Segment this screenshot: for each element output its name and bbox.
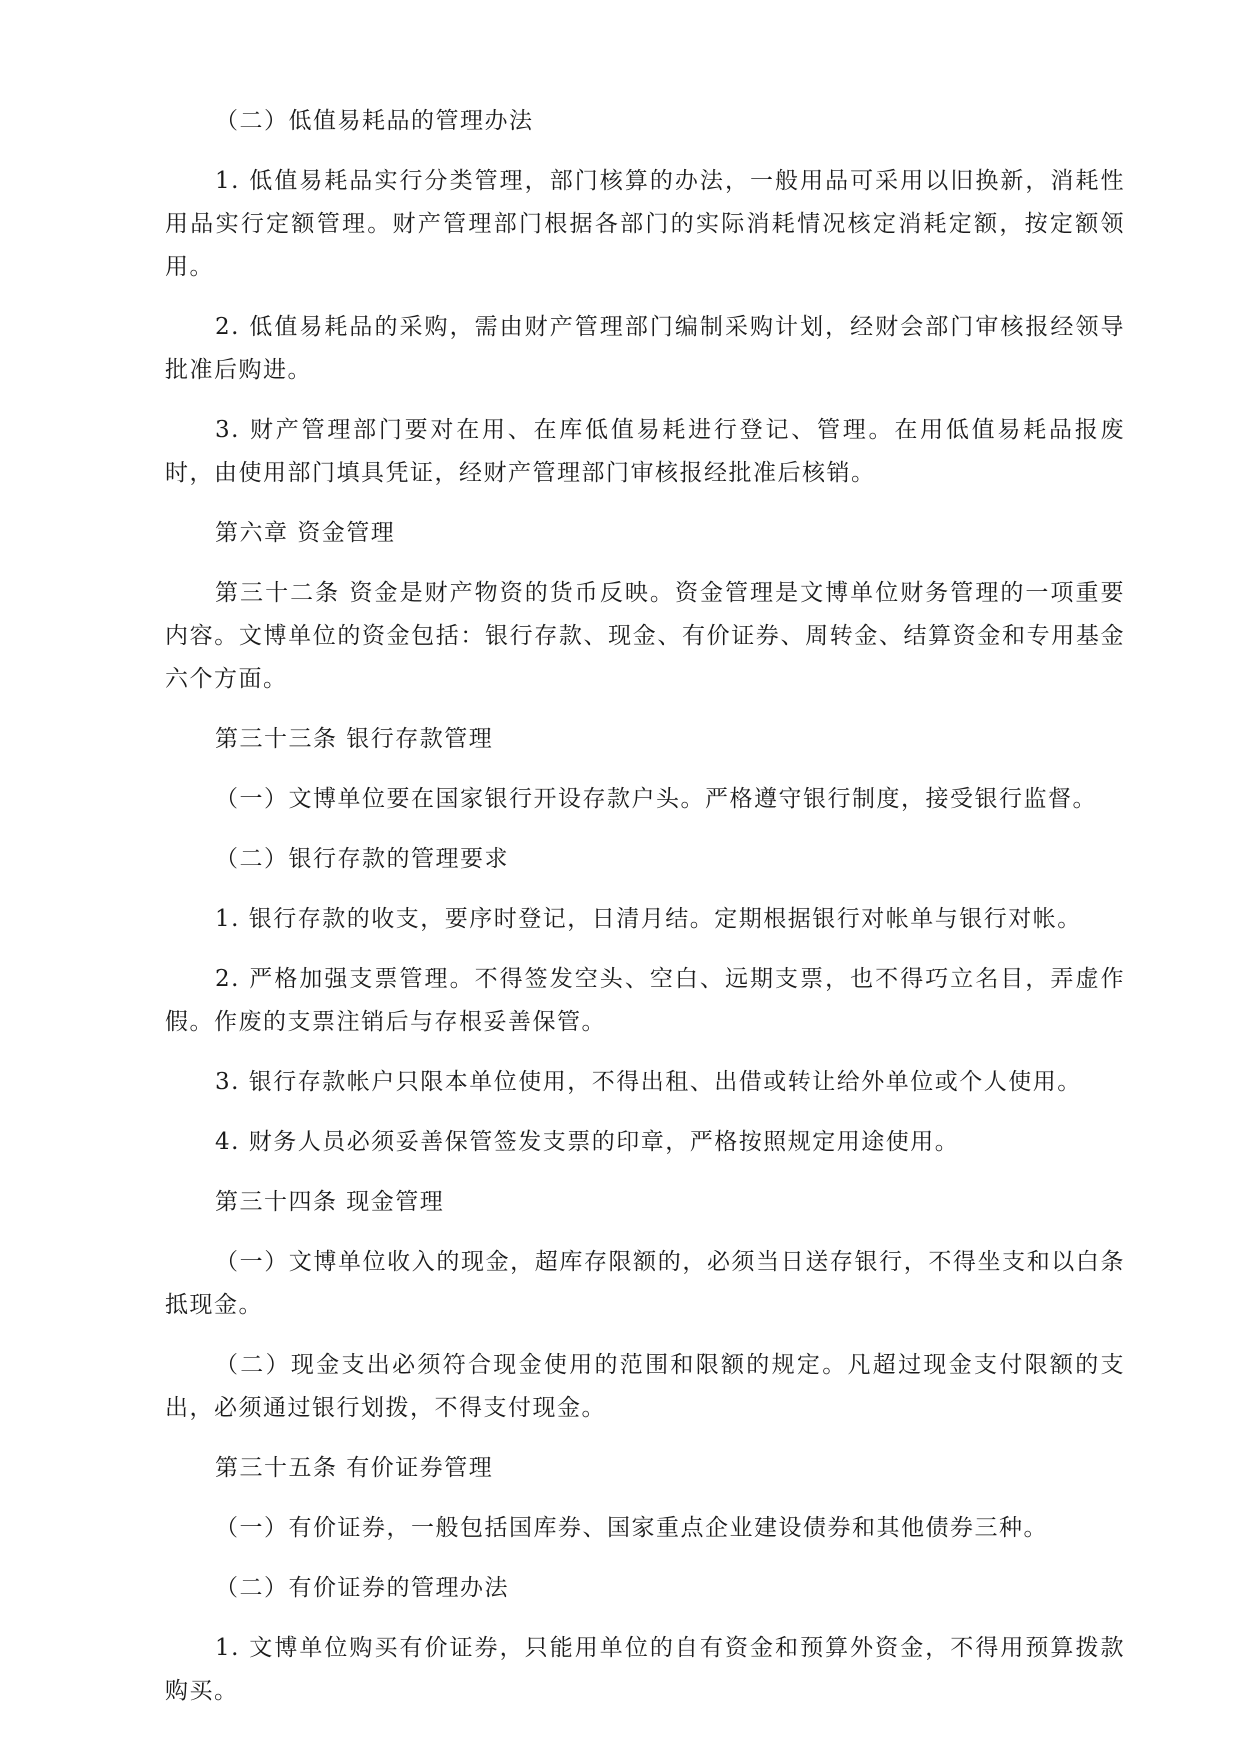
article-33-item-1: （一）文博单位要在国家银行开设存款户头。严格遵守银行制度，接受银行监督。	[215, 786, 1097, 812]
securities-rule-1: 1. 文博单位购买有价证券，只能用单位的自有资金和预算外资金，不得用预算拨款购买。	[165, 1635, 1125, 1704]
article-32-paragraph: 第三十二条 资金是财产物资的货币反映。资金管理是文博单位财务管理的一项重要内容。文博单位的资金包括：银行存款、现金、有价证券、周转金、结算资金和专用基金六个方面。	[165, 580, 1125, 692]
bank-deposit-rule-3: 3. 银行存款帐户只限本单位使用，不得出租、出借或转让给外单位或个人使用。	[215, 1069, 1082, 1095]
article-34-heading: 第三十四条 现金管理	[215, 1189, 445, 1215]
paragraph-low-value-2: 2. 低值易耗品的采购，需由财产管理部门编制采购计划，经财会部门审核报经领导批准后购进。	[165, 314, 1125, 383]
article-33-item-2-heading: （二）银行存款的管理要求	[215, 846, 509, 872]
article-35-heading: 第三十五条 有价证券管理	[215, 1455, 494, 1481]
document-page	[165, 100, 1125, 1730]
bank-deposit-rule-2: 2. 严格加强支票管理。不得签发空头、空白、远期支票，也不得巧立名目，弄虚作假。作废的支票注销后与存根妥善保管。	[165, 966, 1125, 1035]
bank-deposit-rule-4: 4. 财务人员必须妥善保管签发支票的印章，严格按照规定用途使用。	[215, 1129, 960, 1155]
section-heading-low-value-items: （二）低值易耗品的管理办法	[215, 108, 534, 134]
article-34-item-2: （二）现金支出必须符合现金使用的范围和限额的规定。凡超过现金支付限额的支出，必须通过银行划拨，不得支付现金。	[165, 1352, 1125, 1421]
paragraph-low-value-3: 3. 财产管理部门要对在用、在库低值易耗进行登记、管理。在用低值易耗品报废时，由使用部门填具凭证，经财产管理部门审核报经批准后核销。	[165, 417, 1125, 486]
article-35-item-1: （一）有价证券，一般包括国库券、国家重点企业建设债券和其他债券三种。	[215, 1515, 1048, 1541]
article-34-item-1: （一）文博单位收入的现金，超库存限额的，必须当日送存银行，不得坐支和以白条抵现金。	[165, 1249, 1125, 1318]
paragraph-low-value-1: 1. 低值易耗品实行分类管理，部门核算的办法，一般用品可采用以旧换新，消耗性用品实行定额管理。财产管理部门根据各部门的实际消耗情况核定消耗定额，按定额领用。	[165, 168, 1125, 280]
article-33-heading: 第三十三条 银行存款管理	[215, 726, 494, 752]
bank-deposit-rule-1: 1. 银行存款的收支，要序时登记，日清月结。定期根据银行对帐单与银行对帐。	[215, 906, 1082, 932]
chapter-heading-funds: 第六章 资金管理	[215, 520, 396, 546]
article-35-item-2-heading: （二）有价证券的管理办法	[215, 1575, 509, 1601]
